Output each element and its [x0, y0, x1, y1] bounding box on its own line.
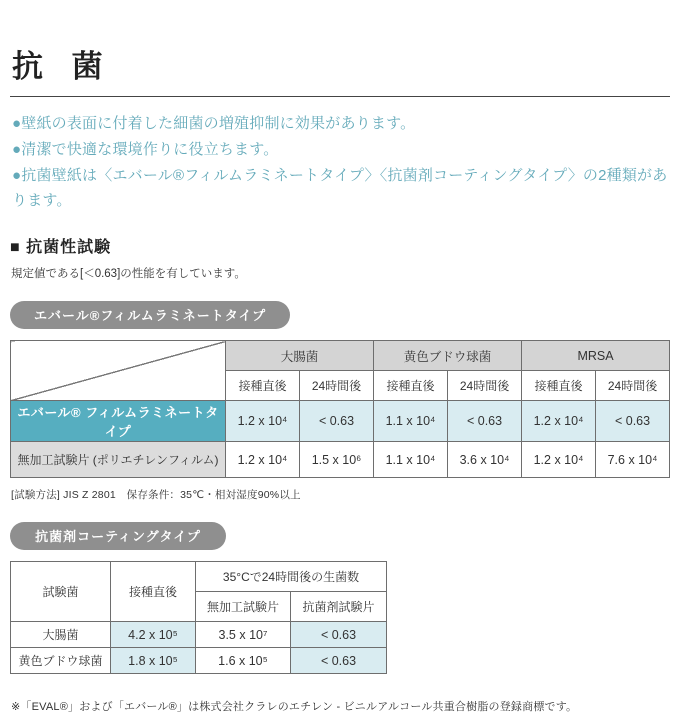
header-untreated: 無加工試験片	[196, 592, 291, 622]
coating-test-table	[10, 561, 387, 674]
table-row	[11, 401, 670, 442]
table-row	[11, 442, 670, 478]
row-label-staph: 黄色ブドウ球菌	[11, 648, 111, 674]
sub-header: 24時間後	[448, 371, 522, 401]
coating-type-pill: 抗菌剤コーティングタイプ	[10, 522, 226, 550]
table-cell: 1.2 x 10⁴	[226, 442, 300, 478]
table-cell: < 0.63	[291, 622, 387, 648]
table-row	[11, 341, 670, 371]
table-cell: 1.2 x 10⁴	[226, 401, 300, 442]
table-cell: 1.2 x 10⁴	[522, 442, 596, 478]
table-cell: 1.6 x 10⁵	[196, 648, 291, 674]
table-cell: < 0.63	[300, 401, 374, 442]
table-cell: 1.5 x 10⁶	[300, 442, 374, 478]
bullet-line: ●清潔で快適な環境作りに役立ちます。	[12, 140, 279, 158]
table-cell: 1.1 x 10⁴	[374, 442, 448, 478]
table-cell: 4.2 x 10⁵	[111, 622, 196, 648]
row-label-eval-film: エバール® フィルムラミネートタイプ	[11, 401, 226, 442]
table-cell: 3.6 x 10⁴	[448, 442, 522, 478]
diagonal-header-cell	[11, 341, 226, 401]
table-row	[11, 562, 387, 592]
header-treated: 抗菌剤試験片	[291, 592, 387, 622]
bullet-line: ●抗菌壁紙は〈エバール®フィルムラミネートタイプ〉〈抗菌剤コーティングタイプ〉の2種類があります。	[12, 166, 668, 210]
column-group-ecoli: 大腸菌	[226, 341, 374, 371]
table-cell: 1.2 x 10⁴	[522, 401, 596, 442]
table-cell: < 0.63	[448, 401, 522, 442]
section-heading: ■ 抗菌性試験	[10, 239, 112, 257]
sub-header: 接種直後	[226, 371, 300, 401]
header-inoculation: 接種直後	[111, 562, 196, 622]
table-cell: 7.6 x 10⁴	[596, 442, 670, 478]
column-group-staph: 黄色ブドウ球菌	[374, 341, 522, 371]
test-method-note: [試験方法] JIS Z 2801 保存条件：35℃・相対湿度90%以上	[11, 489, 301, 502]
table-cell: 3.5 x 10⁷	[196, 622, 291, 648]
trademark-footnote: ※「EVAL®」および「エバール®」は株式会社クラレのエチレン - ビニルアルコール共重合樹脂の登録商標です。	[11, 701, 578, 714]
table-cell: 1.1 x 10⁴	[374, 401, 448, 442]
bullet-line: ●壁紙の表面に付着した細菌の増殖抑制に効果があります。	[12, 115, 416, 133]
sub-header: 24時間後	[596, 371, 670, 401]
header-24h-group: 35°Cで24時間後の生菌数	[196, 562, 387, 592]
row-label-ecoli: 大腸菌	[11, 622, 111, 648]
page	[10, 0, 670, 714]
table-cell: < 0.63	[596, 401, 670, 442]
table-cell: < 0.63	[291, 648, 387, 674]
section-description: 規定値である[＜0.63]の性能を有しています。	[11, 268, 246, 281]
sub-header: 接種直後	[522, 371, 596, 401]
row-label-untreated: 無加工試験片 (ポリエチレンフィルム)	[11, 442, 226, 478]
intro-bullets	[10, 111, 670, 214]
page-title: 抗 菌	[10, 50, 670, 97]
table-row	[11, 648, 387, 674]
column-group-mrsa: MRSA	[522, 341, 670, 371]
film-test-table	[10, 340, 670, 478]
sub-header: 24時間後	[300, 371, 374, 401]
table-row	[11, 622, 387, 648]
film-laminate-pill: エバール®フィルムラミネートタイプ	[10, 301, 290, 329]
sub-header: 接種直後	[374, 371, 448, 401]
table-cell: 1.8 x 10⁵	[111, 648, 196, 674]
header-bacteria: 試験菌	[11, 562, 111, 622]
